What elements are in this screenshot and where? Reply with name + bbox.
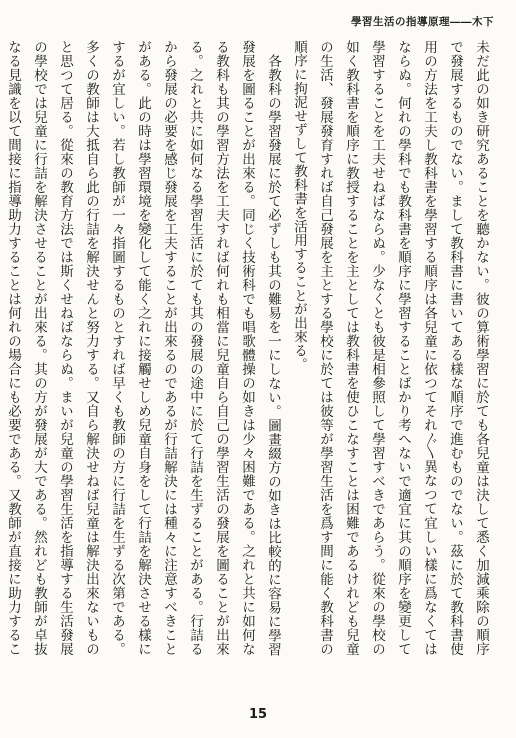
paragraph: 未だ此の如き研究あることを聽かない。彼の算術學習に於ても各兒童は決して悉く加減乘除の順序で發展するものでない。まして教科書に書いてある樣な順序で進むものでない。茲に於て教科書使用の方法を工夫し教科書を學習する順序は各兒童に依つてそれ〴〵異なつて宜しい樣に爲なくてはならぬ。何れの學科でも教科書を順序に學習することばかり考へないで適宜に其の順序を變更して學習することを工夫せねばならぬ。少なくとも彼是相參照して學習すべきであらう。從來の學校の如く教科書を順序に教授することを主としては教科書を使ひこなすことは困難であるけれども兒童の生活、發展發育すれば自己發展を主とする學校に於ては彼等が學習生活を爲す間に能く教科書の順序に拘泥せずして教科書を活用することが出來る。	[291, 40, 489, 656]
paragraph: 各教科の學習發展に於て必ずしも其の難易を一にしない。圖畫綴方の如きは比較的に容易に學習發展を圖ることが出來る。同じく技術科でも唱歌體操の如きは少々困難である。之れと共に如何なる教科も其の學習方法を工夫すれば何れも相當に兒童自ら自己の學習生活の發展を圖ることが出來る。之れと共に如何なる學習生活に於ても其の發展の途中に於て行詰を生ずることがある。行詰るから發展の必要を感じ發展を工夫することが出來るのであるが行詰解決には種々に注意すべきことがある。此の時は學習環境を變化して能く之れに接觸せしめ兒童自身をして行詰を解決させる樣にするが宜しい。若し教師が一々指圖するものとすれば早くも教師の方に行詰を生ずる次第である。多くの教師は大抵自ら此の行詰を解決せんと努力する。又自ら解決せねば兒童は解決出來ないものと思つて居る。從來の教育方法では斯くせねばならぬ。まいが兒童の學習生活を指導する生活發展の學校では兒童に行詰を解決させることが出來る。其の方が發展が大である。然れども教師が卓抜なる見識を以て間接に指導助力することは何れの場合にも必要である。又教師が直接に助力するこ	[5, 40, 281, 656]
page-number: 15	[248, 707, 268, 722]
running-head: 學習生活の指導原理――木下	[351, 16, 494, 28]
body-text	[5, 40, 494, 656]
